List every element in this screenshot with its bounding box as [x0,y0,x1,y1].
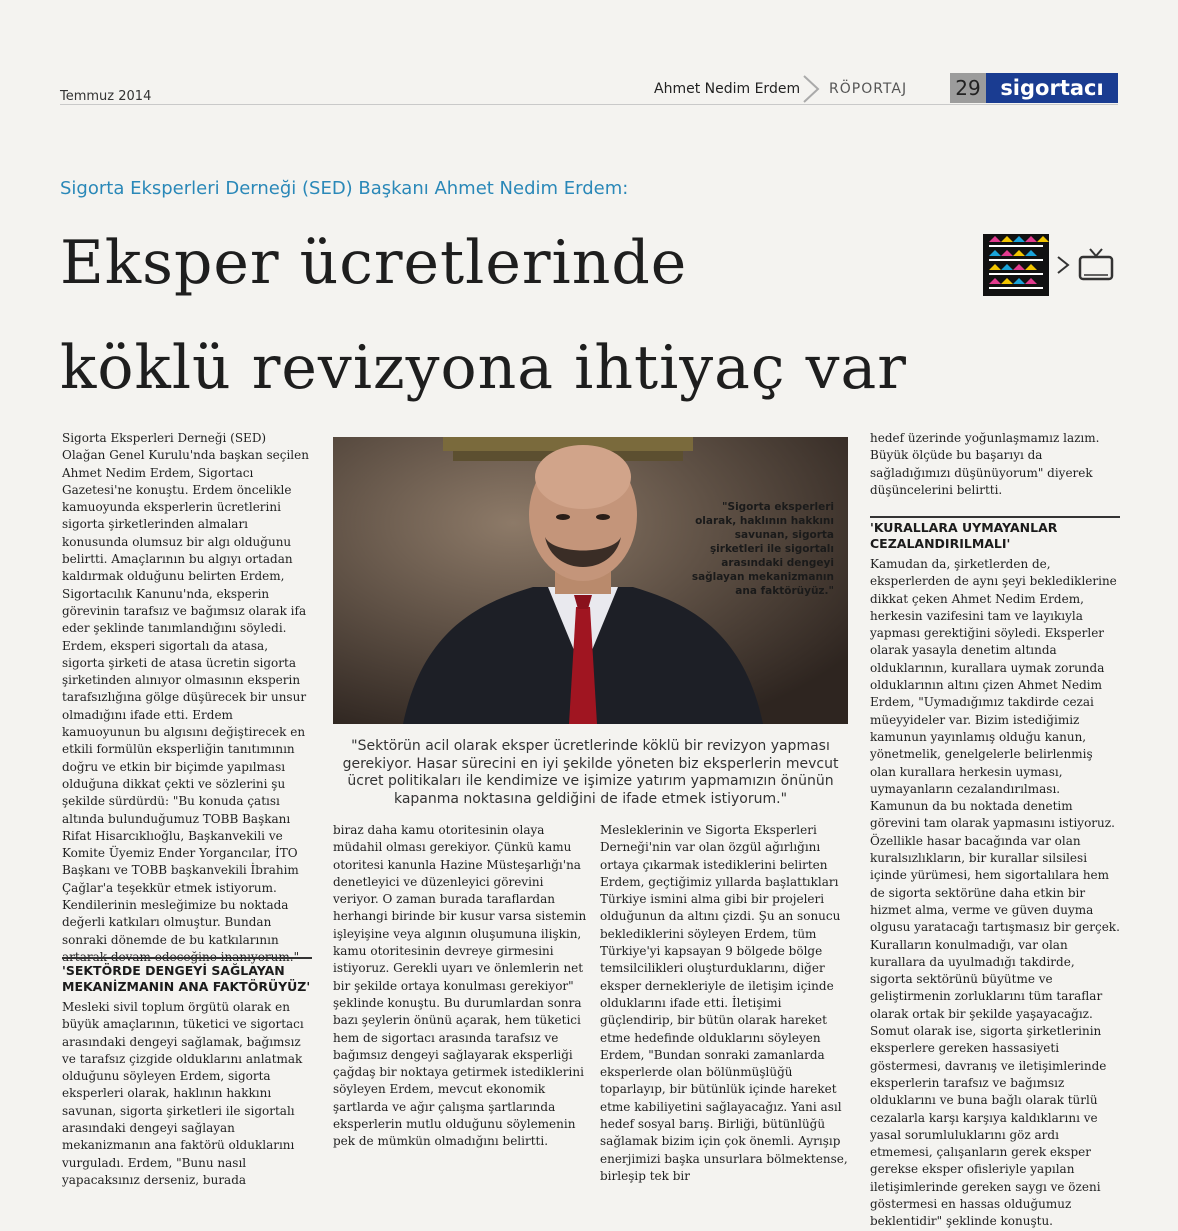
paragraph: hedef üzerinde yoğunlaşmamız lazım. Büyük ölçüde bu başarıyı da sağladığımızı düşünüyorum" diyerek düşüncelerini belirtti. [870,431,1100,497]
section-label: RÖPORTAJ [829,81,908,97]
subhead-2: 'KURALLARA UYMAYANLAR CEZALANDIRILMALI' [870,520,1058,551]
headline-line-1: Eksper ücretlerinde [60,228,688,298]
pattern-logo [983,234,1049,296]
page-number: 29 [950,73,986,103]
body-column-1 [62,430,312,966]
paragraph: Mesleklerinin ve Sigorta Eksperleri Derneği'nin var olan özgül ağırlığını ortaya çıkarmak istediklerini belirten Erdem, geçtiğimiz yıllarda başlattıkları Türkiye ismini alma gibi bir projeleri olduğunun da altını çizdi. Şu an sonucu beklediklerini söyleyen Erdem, tüm Türkiye'yi kapsayan 9 bölgede bölge temsilcilikleri oluşturduklarını, diğer eksper dernekleriyle de iletişim içinde olduklarını ifade etti. İletişimi güçlendirip, bir bütün olarak hareket etme hedefinde olduklarını söyleyen Erdem, "Bundan sonraki zamanlarda eksperlerde olan bölünmüşlüğü toparlayıp, bir bütünlük içinde hareket etme kabiliyetini sağlayacağız. Yani asıl hedef sosyal barış. Birliği, bütünlüğü sağlamak bizim için çok önemli. Ayrışıp enerjimizi başka unsurlara bölmektense, birleşip tek bir [600,823,848,1183]
paragraph: biraz daha kamu otoritesinin olaya müdahil olması gerekiyor. Çünkü kamu otoritesi kanunla Hazine Müsteşarlığı'na denetleyici ve düzenleyici görevini veriyor. O zaman burada taraflardan herhangi birinde bir kusur varsa sistemin işleyişine veya algının oluşumuna ilişkin, kamu otoritesinin devreye girmesini istiyoruz. Gerekli uyarı ve önlemlerin net bir şekilde ortaya konulması gerekiyor" şeklinde konuştu. Bu durumlardan sonra bazı şeylerin önünü açarak, hem tüketici hem de sigortacı arasında tarafsız ve bağımsız dengeyi sağlayarak eksperliği çağdaş bir noktaya getirmek istediklerini söyleyen Erdem, mevcut ekonomik şartlarda ve ağır çalışma şartlarında eksperlerin mutlu olduğunu söylemenin pek de mümkün olmadığını belirtti. [333,823,587,1149]
paragraph: Mesleki sivil toplum örgütü olarak en büyük amaçlarının, tüketici ve sigortacı arasındaki dengeyi sağlamak, bağımsız ve tarafsız çizgide olduklarını anlatmak olduğunu söyleyen Erdem, sigorta eksperleri olarak, haklının hakkını savunan, sigorta şirketleri ile sigortalı arasındaki dengeyi sağlayan mekanizmanın ana faktörü olduklarını vurguladı. Erdem, "Bunu nasıl yapacaksınız derseniz, burada [62,1000,304,1187]
paragraph: Sigorta Eksperleri Derneği (SED) Olağan Genel Kurulu'nda başkan seçilen Ahmet Nedim Erdem, Sigortacı Gazetesi'ne konuştu. Erdem öncelikle kamuoyunda eksperlerin ücretlerini sigorta şirketlerinden almaları konusunda olumsuz bir algı olduğunu belirtti. Amaçlarının bu algıyı ortadan kaldırmak olduğunu belirten Erdem, Sigortacılık Kanunu'nda, eksperin görevinin tarafsız ve bağımsız olarak ifa eder şeklinde tanımlandığını söyledi. Erdem, eksperi sigortalı da atasa, sigorta şirketi de atasa ücretin sigorta şirketinden alınıyor olmasının eksperin tarafsızlığına gölge düşürecek bir unsur olmadığını ifade etti. Erdem kamuoyunun bu algısını değiştirecek en etkili formülün eksperliğin tanıtımının doğru ve etkin bir biçimde yapılması olduğuna dikkat çekti ve sözlerini şu şekilde sürdürdü: "Bu konuda çatısı altında bulunduğumuz TOBB Başkanı Rifat Hisarcıklıoğlu, Başkanvekili ve Komite Üyemiz Ender Yorgancılar, İTO Başkanı ve TOBB başkanvekili İbrahim Çağlar'a teşekkür etmek istiyorum. Kendilerinin mesleğimize bu noktada değerli katkıları olmuştur. Bundan sonraki dönemde de bu katkılarının [62,431,309,947]
body-column-1b [62,999,314,1189]
subhead-rule [870,516,1120,518]
subhead-1: 'SEKTÖRDE DENGEYİ SAĞLAYAN MEKANİZMANIN ANA FAKTÖRÜYÜZ' [62,963,311,994]
issue-date: Temmuz 2014 [60,89,152,104]
photo-caption: "Sigorta eksperleri olarak, haklının hakkını savunan, sigorta şirketleri ile sigortalı arasındaki dengeyi sağlayan mekanizmanın ana faktörüyüz." [691,501,834,597]
pull-quote: "Sektörün acil olarak eksper ücretlerinde köklü bir revizyon yapması gerekiyor. Hasar sürecini en iyi şekilde yöneten biz eksperlerin mevcut ücret politikaları ile kendimize ve işimize yatırım yapmamızın önünün kapanma noktasına geldiğini de ifade etmek istiyorum." [342,738,839,807]
header-divider [60,104,1118,105]
article-kicker: Sigorta Eksperleri Derneği (SED) Başkanı Ahmet Nedim Erdem: [60,178,629,199]
body-column-2 [333,822,588,1151]
body-column-4 [870,556,1120,1231]
body-column-4-top [870,430,1120,499]
headline-line-2: köklü revizyona ihtiyaç var [60,333,907,403]
body-column-3 [600,822,848,1185]
header-author: Ahmet Nedim Erdem [654,81,801,97]
chevron-right-icon [800,74,822,104]
subhead-rule [62,957,312,959]
brand-logo: sigortacı [986,73,1118,103]
paragraph: Kamudan da, şirketlerden de, eksperlerden de aynı şeyi beklediklerine dikkat çeken Ahmet Nedim Erdem, herkesin vazifesini tam ve layıkıyla yapması gerektiğini söyledi. Eksperler olarak yasayla denetim altında olduklarının, kurallara uymak zorunda olduklarının altını çizen Ahmet Nedim Erdem, "Uymadığımız takdirde cezai müeyyideler var. Bizim istediğimiz kamunun yayınlamış olduğu kanun, yönetmelik, genelgelerle belirlenmiş olan kurallara herkesin uyması, uymayanların cezalandırılması. Kamunun da bu noktada denetim görevini tam olarak yapmasını istiyoruz. Özellikle hasar bacağında var olan kuralsızlıkların, bir kurallar silsilesi içinde yürümesi, hem sigortalılara hem de sigorta sektörüne daha etkin bir hizmet alma, verme ve güven duyma olgusu yaratacağı tartışmasız bir gerçek. Kuralların konulmadığı, var olan kurallara da uyulmadığı takdirde, sigorta sektörünü büyütme ve geliştirmenin zorluklarını tüm taraflar olarak ortak bir şekilde yaşayacağız. Somut olarak ise, sigorta şirketlerinin eksperlere gereken hassasiyeti göstermesi, davranış ve iletişimlerinde eksperlerin tarafsız ve bağımsız olduklarını ve buna bağlı olarak türlü cezalarla karşı karşıya kaldıklarını ve yasal sorumluluklarını göz ardı etmemesi, çalışanların gerek eksper gerekse eksper ofisleriyle yapılan iletişimlerinde gereken saygı ve özeni göstermesi en hassas olduğumuz beklentidir" şeklinde konuştu. [870,557,1120,1229]
tv-icon [1056,245,1116,285]
